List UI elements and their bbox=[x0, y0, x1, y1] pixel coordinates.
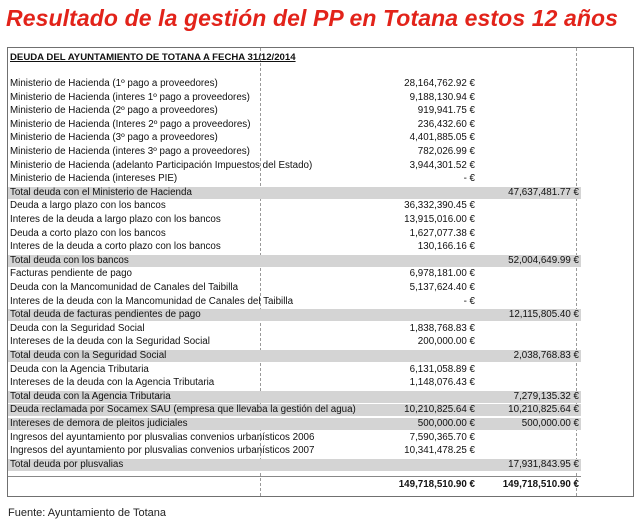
table-row bbox=[8, 445, 581, 457]
table-row bbox=[8, 132, 581, 144]
row-label: Intereses de la deuda con la Seguridad Social bbox=[10, 336, 210, 348]
table-row bbox=[8, 92, 581, 104]
row-amount: 1,627,077.38 € bbox=[409, 227, 475, 239]
row-amount: 919,941.75 € bbox=[417, 105, 475, 117]
table-row bbox=[8, 146, 581, 158]
row-label: Intereses de demora de pleitos judiciales bbox=[10, 418, 188, 429]
row-amount: 10,341,478.25 € bbox=[404, 445, 475, 457]
row-amount: 28,164,762.92 € bbox=[404, 78, 475, 89]
row-total: 47,637,481.77 € bbox=[508, 186, 579, 198]
row-total: 12,115,805.40 € bbox=[508, 309, 579, 321]
row-label: Deuda con la Agencia Tributaria bbox=[10, 363, 149, 375]
source-note: Fuente: Ayuntamiento de Totana bbox=[8, 507, 166, 519]
table-row bbox=[8, 241, 581, 253]
table-row bbox=[8, 200, 581, 212]
table-row bbox=[8, 377, 581, 389]
table-row bbox=[8, 160, 581, 172]
total-row bbox=[8, 459, 581, 471]
row-amount: - € bbox=[463, 295, 475, 307]
row-amount: 6,131,058.89 € bbox=[409, 363, 475, 375]
row-label: Deuda con la Mancomunidad de Canales del Taibilla bbox=[10, 282, 239, 293]
row-label: Total deuda de facturas pendientes de pago bbox=[10, 309, 201, 321]
row-amount: 5,137,624.40 € bbox=[409, 282, 475, 293]
table-row bbox=[8, 119, 581, 131]
table-row bbox=[8, 282, 581, 294]
table-row bbox=[8, 78, 581, 90]
row-label: Ministerio de Hacienda (interes 1º pago a proveedores) bbox=[10, 91, 250, 103]
row-label: Ministerio de Hacienda (Interes 2º pago a proveedores) bbox=[10, 118, 251, 130]
row-label: Ministerio de Hacienda (interes 3º pago a proveedores) bbox=[10, 146, 250, 157]
row-total: 500,000.00 € bbox=[521, 418, 579, 429]
table-row bbox=[8, 432, 581, 444]
row-amount: 236,432.60 € bbox=[417, 118, 475, 130]
table-row bbox=[8, 105, 581, 117]
row-amount: 6,978,181.00 € bbox=[409, 268, 475, 280]
row-amount: 4,401,885.05 € bbox=[409, 132, 475, 144]
table-row bbox=[8, 268, 581, 280]
row-label: Ministerio de Hacienda (2º pago a proveedores) bbox=[10, 105, 218, 117]
row-total: 2,038,768.83 € bbox=[513, 350, 579, 361]
row-amount: 7,590,365.70 € bbox=[409, 431, 475, 443]
debt-spreadsheet bbox=[7, 47, 634, 497]
table-row bbox=[8, 336, 581, 348]
total-row bbox=[8, 187, 581, 199]
table-row bbox=[8, 228, 581, 240]
row-label: Ministerio de Hacienda (adelanto Participación Impuestos del Estado) bbox=[10, 159, 313, 171]
row-amount: 1,838,768.83 € bbox=[409, 322, 475, 334]
row-label: Deuda con la Seguridad Social bbox=[10, 322, 145, 334]
row-amount: 36,332,390.45 € bbox=[404, 200, 475, 212]
row-total: 10,210,825.64 € bbox=[508, 404, 579, 416]
grand-total-value: 149,718,510.90 € bbox=[398, 479, 475, 490]
row-amount: 13,915,016.00 € bbox=[404, 214, 475, 225]
row-total: 52,004,649.99 € bbox=[508, 254, 579, 266]
row-amount: 500,000.00 € bbox=[417, 418, 475, 429]
total-row bbox=[8, 391, 581, 403]
table-title-text: DEUDA DEL AYUNTAMIENTO DE TOTANA A FECHA 31/12/2014 bbox=[10, 52, 296, 63]
row-label: Total deuda con los bancos bbox=[10, 254, 129, 266]
row-label: Total deuda por plusvalias bbox=[10, 458, 124, 470]
total-row bbox=[8, 404, 581, 416]
table-row bbox=[8, 323, 581, 335]
grand-total-summary: 149,718,510.90 € bbox=[502, 479, 579, 490]
row-label: Interes de la deuda a largo plazo con los bancos bbox=[10, 214, 221, 225]
table-row bbox=[8, 296, 581, 308]
row-label: Total deuda con la Seguridad Social bbox=[10, 350, 167, 361]
row-total: 17,931,843.95 € bbox=[508, 458, 579, 470]
headline: Resultado de la gestión del PP en Totana estos 12 años bbox=[6, 5, 619, 31]
total-divider bbox=[8, 476, 581, 477]
row-label: Facturas pendiente de pago bbox=[10, 268, 133, 280]
grand-total-row bbox=[8, 479, 581, 491]
row-label: Ministerio de Hacienda (3º pago a proveedores) bbox=[10, 132, 218, 144]
row-amount: - € bbox=[463, 173, 475, 185]
row-label: Interes de la deuda con la Mancomunidad de Canales del Taibilla bbox=[10, 295, 294, 307]
row-amount: 1,148,076.43 € bbox=[409, 377, 475, 389]
table-title bbox=[8, 51, 581, 64]
row-amount: 9,188,130.94 € bbox=[409, 91, 475, 103]
total-row bbox=[8, 255, 581, 267]
row-label: Total deuda con el Ministerio de Hacienda bbox=[10, 186, 192, 198]
row-amount: 782,026.99 € bbox=[417, 146, 475, 157]
row-label: Ingresos del ayuntamiento por plusvalias convenios urbanísticos 2006 bbox=[10, 431, 315, 443]
table-row bbox=[8, 173, 581, 185]
row-label: Deuda a corto plazo con los bancos bbox=[10, 227, 166, 239]
row-label: Deuda reclamada por Socamex SAU (empresa que llevaba la gestión del agua) bbox=[10, 404, 356, 416]
row-label: Intereses de la deuda con la Agencia Tributaria bbox=[10, 377, 215, 389]
table-row bbox=[8, 364, 581, 376]
row-label: Total deuda con la Agencia Tributaria bbox=[10, 390, 171, 402]
row-amount: 3,944,301.52 € bbox=[409, 159, 475, 171]
row-label: Interes de la deuda a corto plazo con los bancos bbox=[10, 241, 221, 253]
row-total: 7,279,135.32 € bbox=[513, 390, 579, 402]
row-amount: 130,166.16 € bbox=[417, 241, 475, 253]
row-label: Ingresos del ayuntamiento por plusvalias convenios urbanísticos 2007 bbox=[10, 445, 315, 457]
row-label: Deuda a largo plazo con los bancos bbox=[10, 200, 166, 212]
total-row bbox=[8, 309, 581, 321]
row-amount: 200,000.00 € bbox=[417, 336, 475, 348]
row-label: Ministerio de Hacienda (intereses PIE) bbox=[10, 173, 178, 185]
total-row bbox=[8, 350, 581, 362]
row-amount: 10,210,825.64 € bbox=[404, 404, 475, 416]
total-row bbox=[8, 418, 581, 430]
table-row bbox=[8, 214, 581, 226]
row-label: Ministerio de Hacienda (1º pago a proveedores) bbox=[10, 78, 218, 89]
